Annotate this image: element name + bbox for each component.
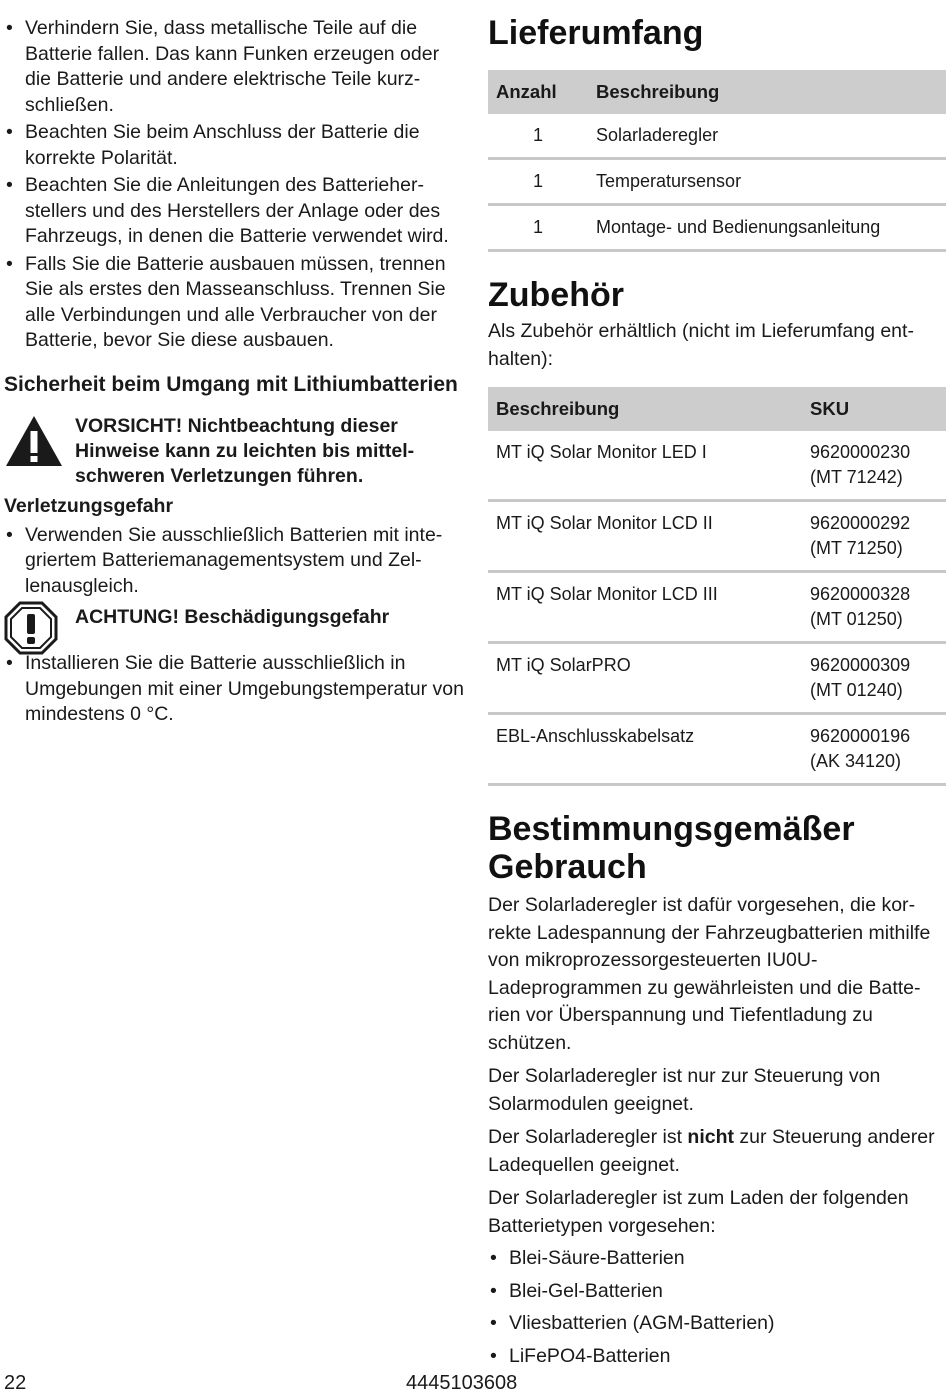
list-item: • Verwenden Sie ausschließlich Batterien mit integriertem Batteriemanagementsystem und Zellenausgleich.	[6, 523, 443, 597]
caution-notice	[4, 414, 466, 489]
lithium-safety-heading: Sicherheit beim Umgang mit Lithiumbatterien	[4, 372, 458, 396]
accessories-table	[488, 387, 946, 786]
column-header-description: Beschreibung	[488, 387, 802, 431]
description-cell: MT iQ Solar Monitor LCD III	[488, 572, 802, 643]
intended-use-paragraph: Der Solarladeregler ist nur zur Steuerung von Solarmodulen geeignet.	[488, 1065, 881, 1115]
quantity-cell: 1	[488, 205, 588, 251]
list-item: • Beachten Sie die Anleitungen des Batterieherstellers und des Herstellers der Anlage oder des Fahrzeugs, in denen die Batterie verwendet wird.	[6, 174, 449, 247]
scope-of-delivery-heading: Lieferumfang	[488, 14, 704, 52]
injury-list	[4, 523, 466, 600]
notice-text: ACHTUNG! Beschädigungsgefahr	[75, 606, 390, 628]
column-header-quantity: Anzahl	[488, 70, 588, 114]
battery-safety-list	[4, 16, 466, 354]
table-header-row	[488, 70, 946, 114]
list-item: • Vliesbatterien (AGM-Batterien)	[490, 1312, 775, 1334]
page-number: 22	[4, 1372, 27, 1394]
sku-cell: 9620000309 (MT 01240)	[802, 643, 946, 714]
warning-triangle-icon	[4, 414, 64, 473]
accessories-heading: Zubehör	[488, 276, 624, 314]
description-cell: MT iQ Solar Monitor LCD II	[488, 501, 802, 572]
description-cell: Solarladeregler	[588, 114, 946, 159]
list-item: • Beachten Sie beim Anschluss der Batterie die korrekte Polarität.	[6, 121, 420, 169]
table-row	[488, 114, 946, 159]
intended-use-heading: Bestimmungsgemäßer Gebrauch	[488, 810, 855, 886]
list-item: • Falls Sie die Batterie ausbauen müssen, trennen Sie als erstes den Masseanschluss. Trennen Sie alle Verbindungen und alle Verbraucher von der Batterie, bevor Sie diese ausbauen.	[6, 252, 446, 351]
accessories-intro: Als Zubehör erhältlich (nicht im Lieferumfang enthalten):	[488, 320, 914, 370]
battery-types-list	[488, 1246, 946, 1369]
column-header-description: Beschreibung	[588, 70, 946, 114]
quantity-cell: 1	[488, 159, 588, 205]
sku-cell: 9620000292 (MT 71250)	[802, 501, 946, 572]
list-item: • LiFePO4-Batterien	[490, 1344, 671, 1367]
description-cell: MT iQ Solar Monitor LED I	[488, 431, 802, 501]
list-item: • Verhindern Sie, dass metallische Teile auf die Batterie fallen. Das kann Funken erzeugen oder die Batterie und andere elektrische Teile kurzschließen.	[6, 17, 440, 116]
table-row	[488, 643, 946, 714]
caution-text: VORSICHT! Nichtbeachtung dieser Hinweise kann zu leichten bis mittelschweren Verletzungen führen.	[75, 414, 415, 487]
sku-cell: 9620000328 (MT 01250)	[802, 572, 946, 643]
table-row	[488, 431, 946, 501]
left-column	[4, 16, 466, 730]
injury-label: Verletzungsgefahr	[4, 494, 174, 517]
intended-use-paragraph: Der Solarladeregler ist zum Laden der folgenden Batterietypen vorgesehen:	[488, 1187, 909, 1237]
table-row	[488, 714, 946, 785]
table-row	[488, 572, 946, 643]
description-cell: EBL-Anschlusskabelsatz	[488, 714, 802, 785]
list-item: • Installieren Sie die Batterie ausschließlich in Umgebungen mit einer Umgebungstemperatur von mindestens 0 °C.	[6, 652, 464, 725]
description-cell: Temperatursensor	[588, 159, 946, 205]
table-row	[488, 159, 946, 205]
document-code: 4445103608	[406, 1372, 518, 1394]
quantity-cell: 1	[488, 114, 588, 159]
sku-cell: 9620000196 (AK 34120)	[802, 714, 946, 785]
sku-cell: 9620000230 (MT 71242)	[802, 431, 946, 501]
table-row	[488, 501, 946, 572]
list-item: • Blei-Gel-Batterien	[490, 1279, 663, 1302]
list-item: • Blei-Säure-Batterien	[490, 1247, 685, 1269]
description-cell: MT iQ SolarPRO	[488, 643, 802, 714]
scope-of-delivery-table	[488, 70, 946, 252]
column-header-sku: SKU	[802, 387, 946, 431]
table-row	[488, 205, 946, 251]
intended-use-paragraph: Der Solarladeregler ist nicht zur Steuerung anderer Ladequellen geeignet.	[488, 1126, 935, 1176]
damage-notice	[4, 605, 466, 653]
intended-use-paragraph: Der Solarladeregler ist dafür vorgesehen, die korrekte Ladespannung der Fahrzeugbatterien mithilfe von mikroprozessorgesteuerten IU0U-Ladeprogrammen zu gewährleisten und die Batterien vor Überspannung und Tiefentladung zu schützen.	[488, 894, 931, 1054]
notice-list	[4, 651, 466, 728]
right-column	[488, 14, 946, 1376]
description-cell: Montage- und Bedienungsanleitung	[588, 205, 946, 251]
table-header-row	[488, 387, 946, 431]
